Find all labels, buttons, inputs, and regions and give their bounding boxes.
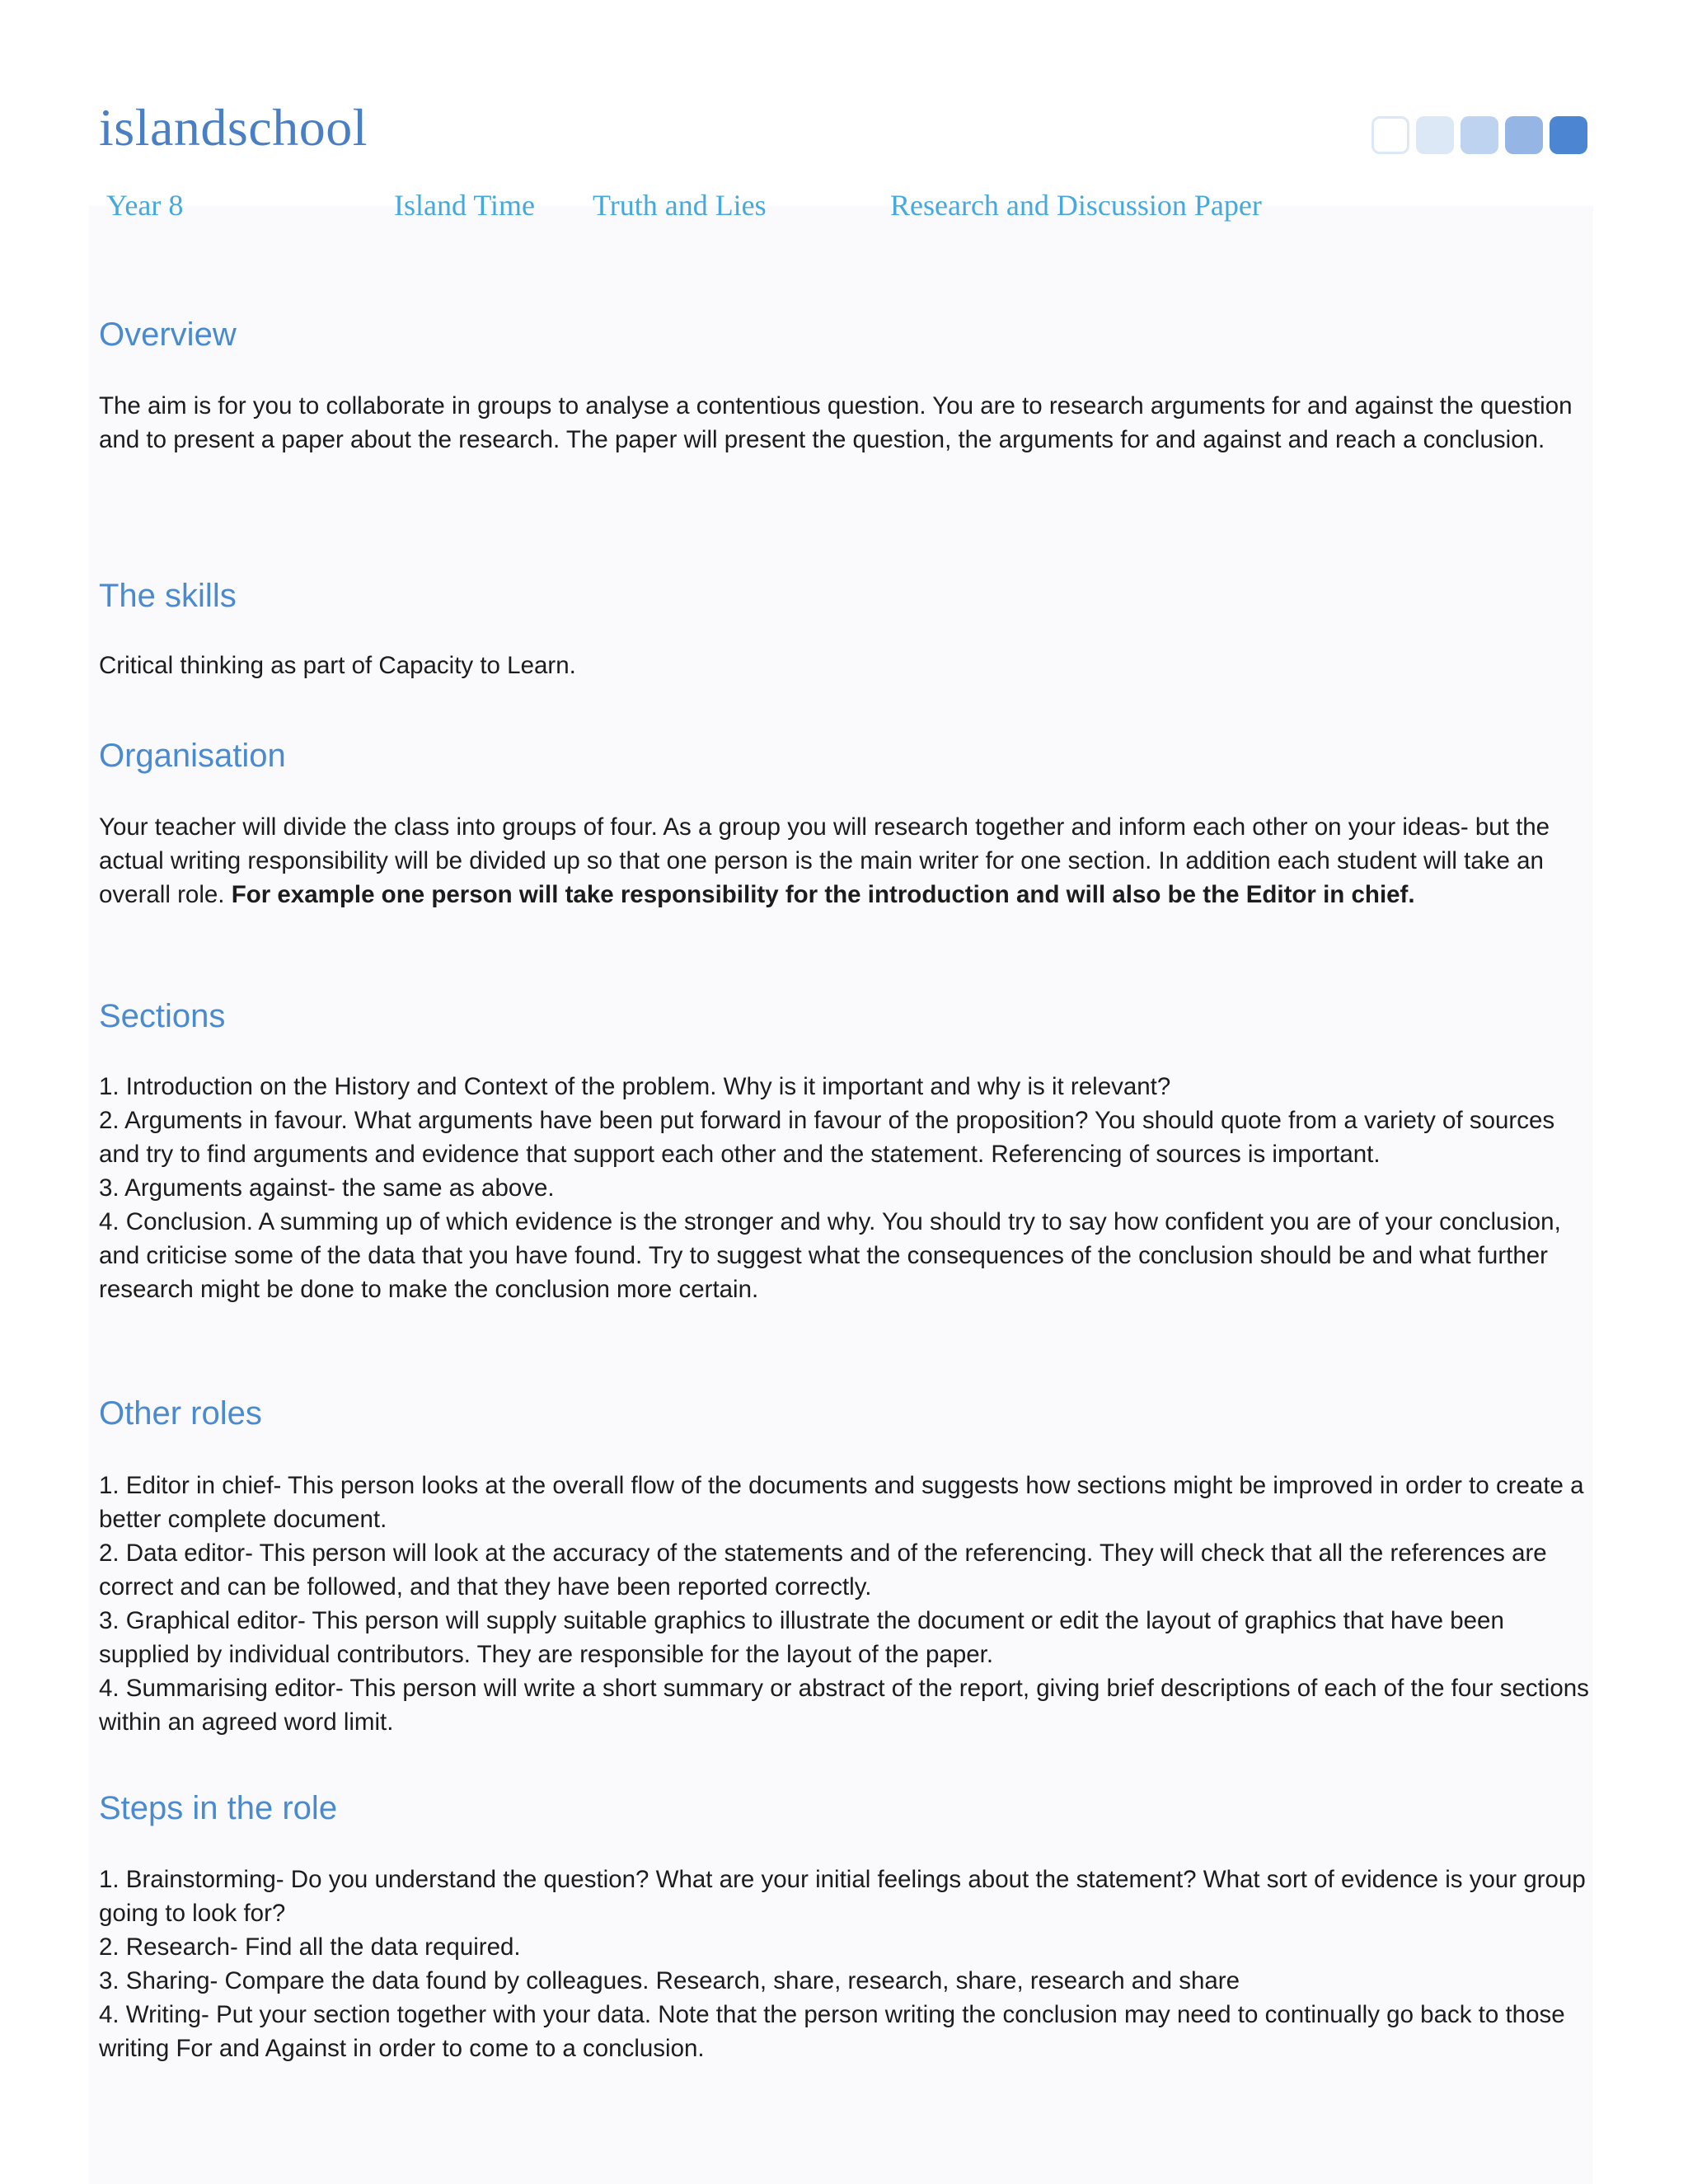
overview-text — [99, 389, 1595, 457]
square-4 — [1505, 116, 1543, 154]
other-roles-heading: Other roles — [99, 1395, 262, 1432]
sections-list — [99, 1070, 1595, 1306]
steps-list — [99, 1863, 1595, 2065]
other-roles-list — [99, 1469, 1595, 1739]
nav-topic: Truth and Lies — [593, 189, 767, 222]
square-1 — [1372, 116, 1409, 154]
sections-item: 1. Introduction on the History and Context of the problem. Why is it important and why is it relevant? — [99, 1073, 1171, 1100]
step-item: 1. Brainstorming- Do you understand the question? What are your initial feelings about the statement? What sort of evidence is your group going to look for? — [99, 1866, 1586, 1927]
step-item: 4. Writing- Put your section together with your data. Note that the person writing the conclusion may need to continually go back to those writing For and Against in order to come to a conclusion. — [99, 2001, 1565, 2062]
square-5 — [1550, 116, 1587, 154]
overview-heading: Overview — [99, 316, 237, 353]
role-item: 1. Editor in chief- This person looks at the overall flow of the documents and suggests how sections might be improved in order to create a better complete document. — [99, 1472, 1584, 1533]
organisation-body: Your teacher will divide the class into groups of four. As a group you will research together and inform each other on your ideas- but the actual writing responsibility will be divided up so that one person is the main writer for one section. In addition each student will take an overall role. — [99, 813, 1550, 908]
nav-unit: Island Time — [394, 189, 536, 222]
square-3 — [1461, 116, 1498, 154]
nav-task: Research and Discussion Paper — [890, 189, 1262, 222]
organisation-heading: Organisation — [99, 738, 286, 774]
role-item: 3. Graphical editor- This person will supply suitable graphics to illustrate the document or edit the layout of graphics that have been supplied by individual contributors. They are responsible for the layout of the paper. — [99, 1607, 1504, 1668]
skills-heading: The skills — [99, 578, 237, 614]
organisation-paragraph — [99, 810, 1595, 912]
square-2 — [1416, 116, 1454, 154]
sections-item: 4. Conclusion. A summing up of which evidence is the stronger and why. You should try to say how confident you are of your conclusion, and criticise some of the data that you have found. Try to suggest what the consequences of the conclusion should be and what further research might be done to make the conclusion more certain. — [99, 1208, 1561, 1303]
school-logo: islandschool — [99, 98, 368, 157]
sections-item: 2. Arguments in favour. What arguments have been put forward in favour of the proposition? You should quote from a variety of sources and try to find arguments and evidence that support each other and the statement. Referencing of sources is important. — [99, 1107, 1555, 1168]
decorative-squares-icon — [1372, 116, 1587, 154]
sections-heading: Sections — [99, 998, 226, 1034]
overview-paragraph: The aim is for you to collaborate in groups to analyse a contentious question. You are to research arguments for and against the question and to present a paper about the research. The paper will present the question, the arguments for and against and reach a conclusion. — [99, 392, 1573, 453]
sections-item: 3. Arguments against- the same as above. — [99, 1174, 555, 1202]
step-item: 3. Sharing- Compare the data found by colleagues. Research, share, research, share, research and share — [99, 1967, 1240, 1994]
step-item: 2. Research- Find all the data required. — [99, 1933, 521, 1961]
organisation-bold-note: For example one person will take responsibility for the introduction and will also be the Editor in chief. — [231, 881, 1415, 908]
organisation-text — [99, 810, 1595, 912]
skills-paragraph: Critical thinking as part of Capacity to Learn. — [99, 652, 576, 679]
role-item: 4. Summarising editor- This person will write a short summary or abstract of the report, giving brief descriptions of each of the four sections within an agreed word limit. — [99, 1675, 1589, 1736]
role-item: 2. Data editor- This person will look at the accuracy of the statements and of the referencing. They will check that all the references are correct and can be followed, and that they have been reported correctly. — [99, 1540, 1547, 1601]
steps-heading: Steps in the role — [99, 1790, 338, 1826]
nav-year: Year 8 — [106, 189, 184, 222]
skills-text — [99, 649, 1595, 682]
